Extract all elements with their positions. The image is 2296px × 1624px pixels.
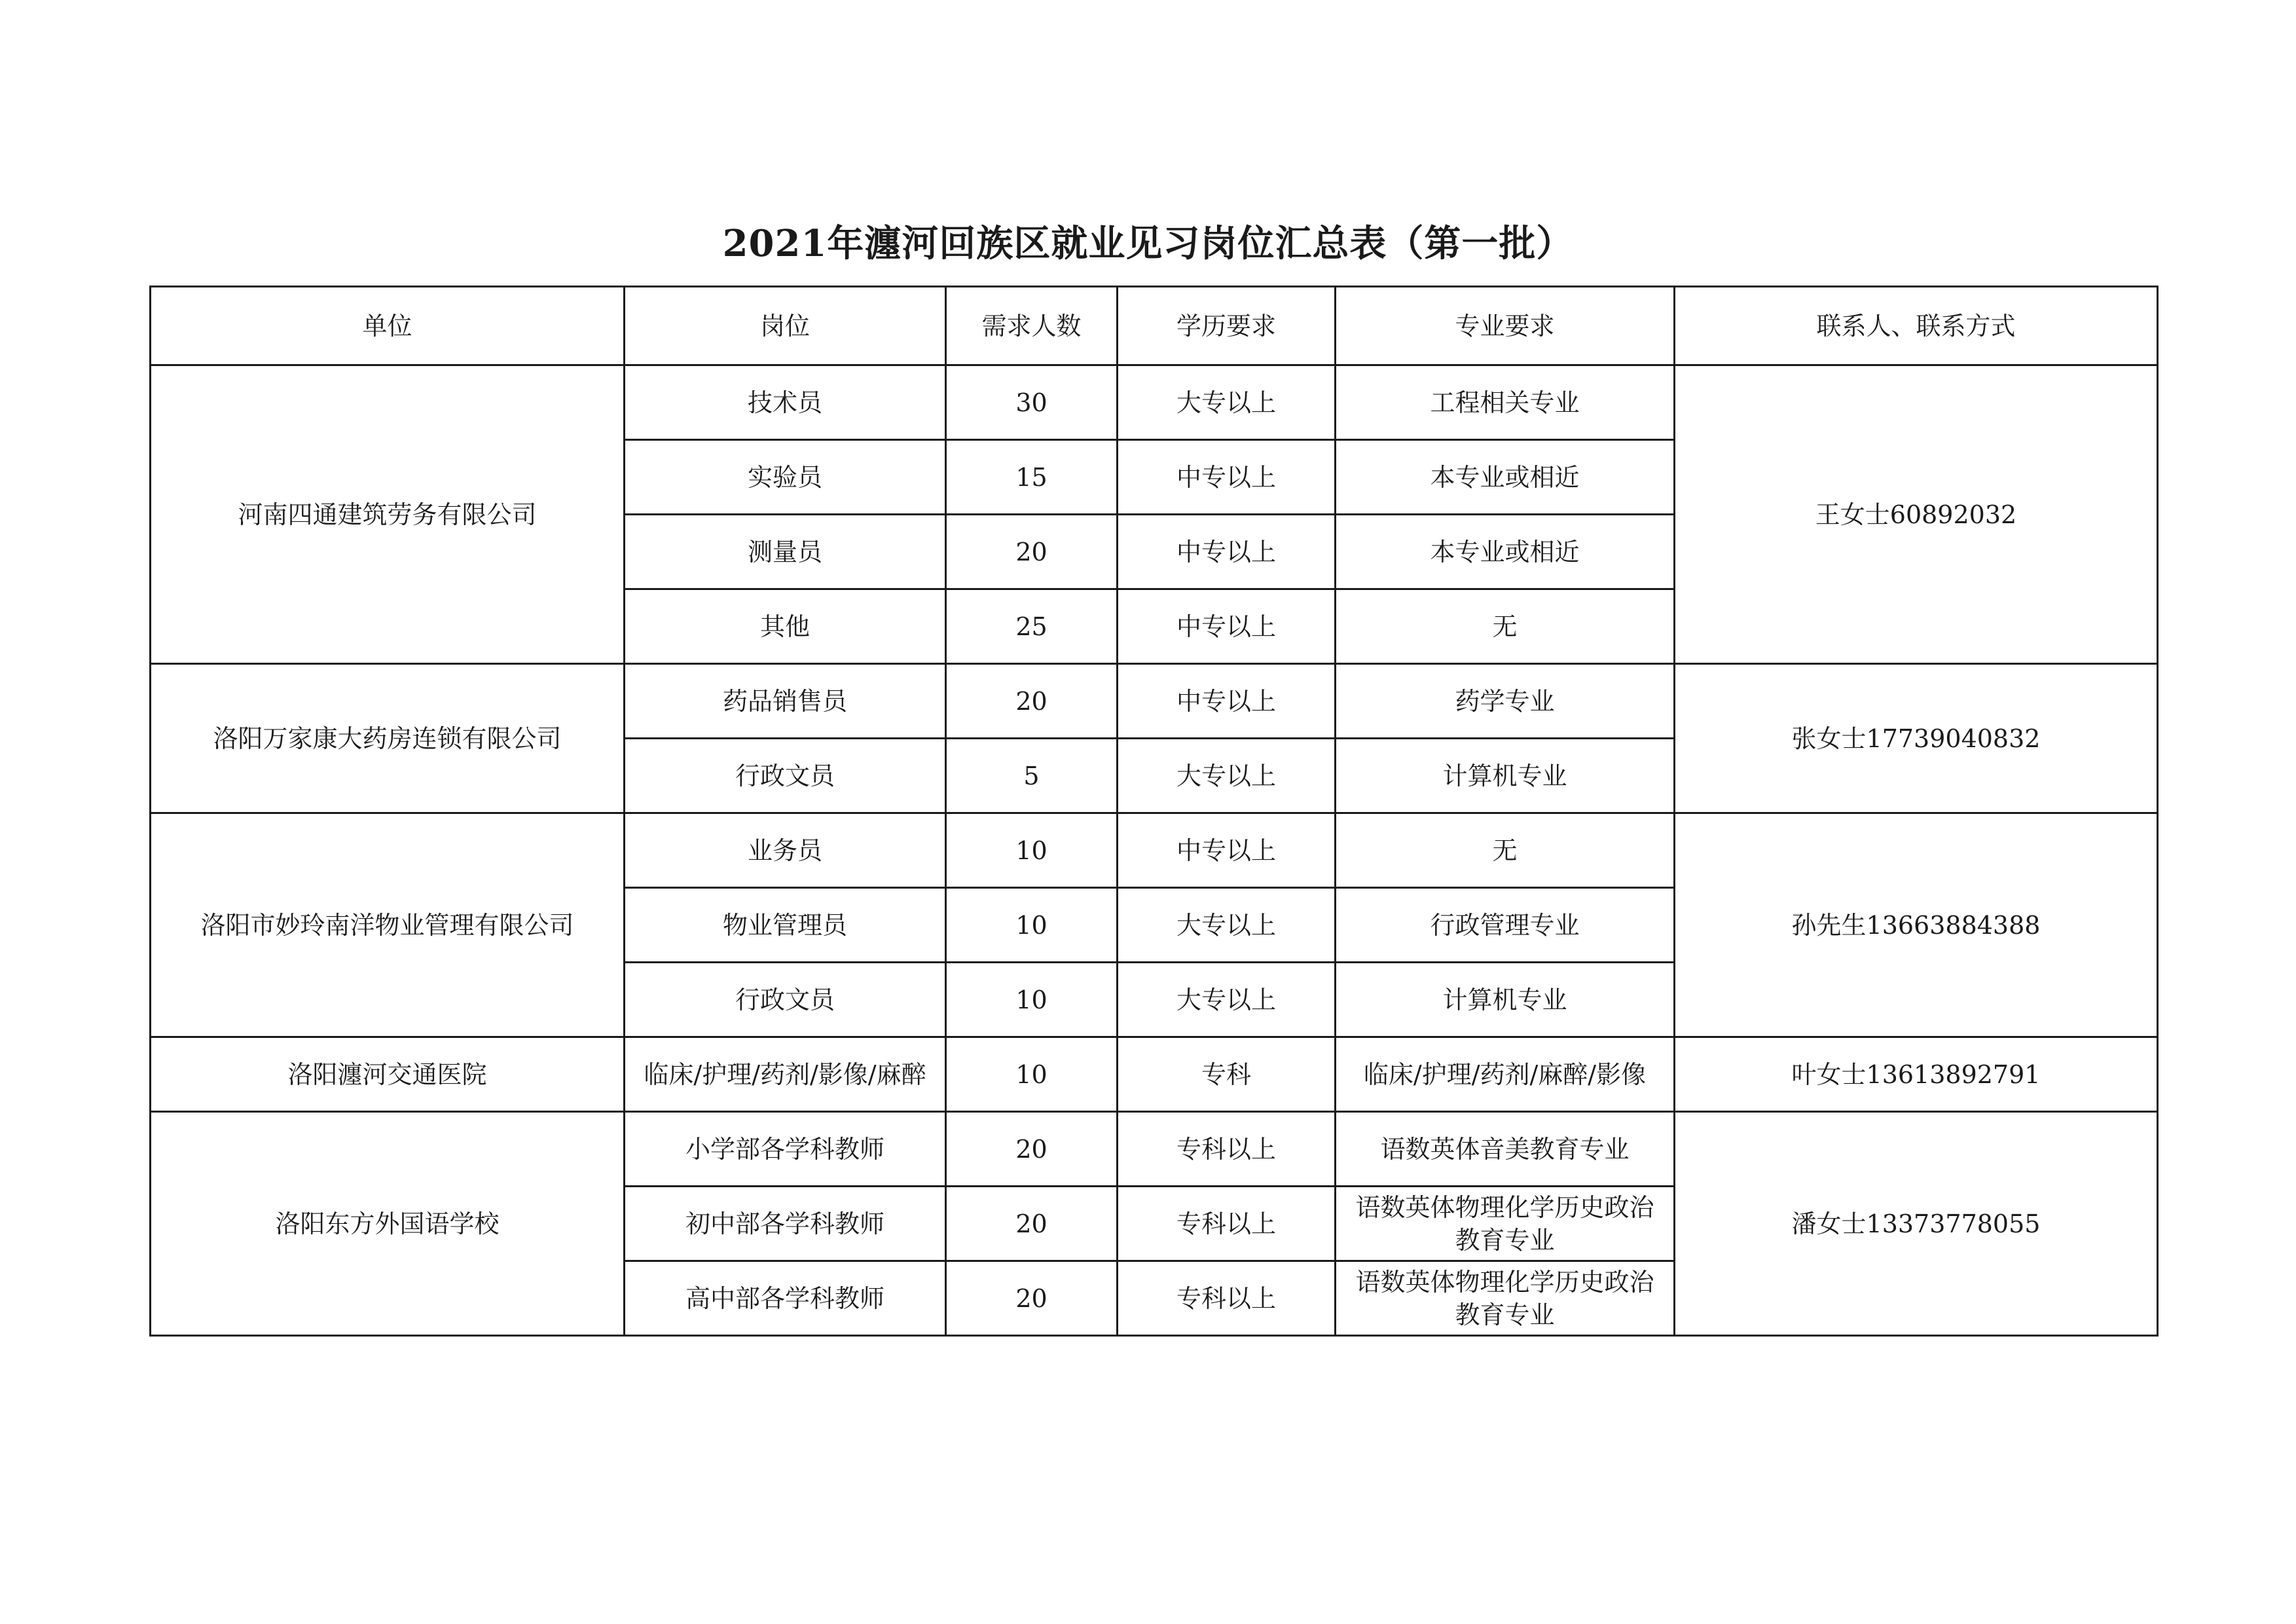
position-cell: 行政文员 (625, 739, 946, 813)
table-row (151, 813, 2158, 888)
unit-cell: 洛阳万家康大药房连锁有限公司 (151, 664, 625, 813)
contact-cell: 王女士60892032 (1675, 365, 2158, 664)
count-cell: 5 (946, 739, 1118, 813)
education-cell: 中专以上 (1118, 813, 1336, 888)
count-cell: 20 (946, 664, 1118, 739)
major-cell: 工程相关专业 (1336, 365, 1675, 440)
position-cell: 物业管理员 (625, 888, 946, 963)
table-row (151, 1112, 2158, 1187)
contact-cell: 叶女士13613892791 (1675, 1037, 2158, 1112)
header-education: 学历要求 (1118, 287, 1336, 365)
header-contact: 联系人、联系方式 (1675, 287, 2158, 365)
position-cell: 小学部各学科教师 (625, 1112, 946, 1187)
major-cell: 药学专业 (1336, 664, 1675, 739)
position-cell: 高中部各学科教师 (625, 1261, 946, 1336)
table-row (151, 1037, 2158, 1112)
major-cell: 计算机专业 (1336, 963, 1675, 1037)
education-cell: 专科以上 (1118, 1112, 1336, 1187)
position-cell: 行政文员 (625, 963, 946, 1037)
position-cell: 业务员 (625, 813, 946, 888)
unit-cell: 河南四通建筑劳务有限公司 (151, 365, 625, 664)
major-cell: 语数英体物理化学历史政治教育专业 (1336, 1187, 1675, 1261)
unit-cell: 洛阳市妙玲南洋物业管理有限公司 (151, 813, 625, 1037)
major-cell: 语数英体物理化学历史政治教育专业 (1336, 1261, 1675, 1336)
page-title: 2021年瀍河回族区就业见习岗位汇总表（第一批） (722, 222, 1574, 265)
major-cell: 行政管理专业 (1336, 888, 1675, 963)
position-cell: 其他 (625, 589, 946, 664)
internship-positions-table (149, 286, 2159, 1337)
contact-cell: 潘女士13373778055 (1675, 1112, 2158, 1336)
education-cell: 大专以上 (1118, 739, 1336, 813)
education-cell: 专科 (1118, 1037, 1336, 1112)
count-cell: 10 (946, 963, 1118, 1037)
count-cell: 20 (946, 1187, 1118, 1261)
education-cell: 大专以上 (1118, 963, 1336, 1037)
position-cell: 初中部各学科教师 (625, 1187, 946, 1261)
header-unit: 单位 (151, 287, 625, 365)
major-cell: 语数英体音美教育专业 (1336, 1112, 1675, 1187)
major-cell: 本专业或相近 (1336, 440, 1675, 515)
education-cell: 专科以上 (1118, 1187, 1336, 1261)
contact-cell: 孙先生13663884388 (1675, 813, 2158, 1037)
header-major: 专业要求 (1336, 287, 1675, 365)
education-cell: 中专以上 (1118, 664, 1336, 739)
count-cell: 25 (946, 589, 1118, 664)
header-count: 需求人数 (946, 287, 1118, 365)
major-cell: 临床/护理/药剂/麻醉/影像 (1336, 1037, 1675, 1112)
header-position: 岗位 (625, 287, 946, 365)
major-cell: 无 (1336, 589, 1675, 664)
unit-cell: 洛阳瀍河交通医院 (151, 1037, 625, 1112)
major-cell: 计算机专业 (1336, 739, 1675, 813)
count-cell: 10 (946, 813, 1118, 888)
table-row (151, 664, 2158, 739)
count-cell: 20 (946, 1112, 1118, 1187)
count-cell: 20 (946, 1261, 1118, 1336)
education-cell: 大专以上 (1118, 888, 1336, 963)
education-cell: 中专以上 (1118, 515, 1336, 589)
education-cell: 中专以上 (1118, 589, 1336, 664)
education-cell: 中专以上 (1118, 440, 1336, 515)
count-cell: 10 (946, 888, 1118, 963)
count-cell: 10 (946, 1037, 1118, 1112)
count-cell: 15 (946, 440, 1118, 515)
major-cell: 无 (1336, 813, 1675, 888)
unit-cell: 洛阳东方外国语学校 (151, 1112, 625, 1336)
count-cell: 30 (946, 365, 1118, 440)
position-cell: 实验员 (625, 440, 946, 515)
table-row (151, 365, 2158, 440)
education-cell: 大专以上 (1118, 365, 1336, 440)
table-header-row (151, 287, 2158, 365)
major-cell: 本专业或相近 (1336, 515, 1675, 589)
position-cell: 技术员 (625, 365, 946, 440)
position-cell: 药品销售员 (625, 664, 946, 739)
position-cell: 测量员 (625, 515, 946, 589)
position-cell: 临床/护理/药剂/影像/麻醉 (625, 1037, 946, 1112)
education-cell: 专科以上 (1118, 1261, 1336, 1336)
contact-cell: 张女士17739040832 (1675, 664, 2158, 813)
count-cell: 20 (946, 515, 1118, 589)
